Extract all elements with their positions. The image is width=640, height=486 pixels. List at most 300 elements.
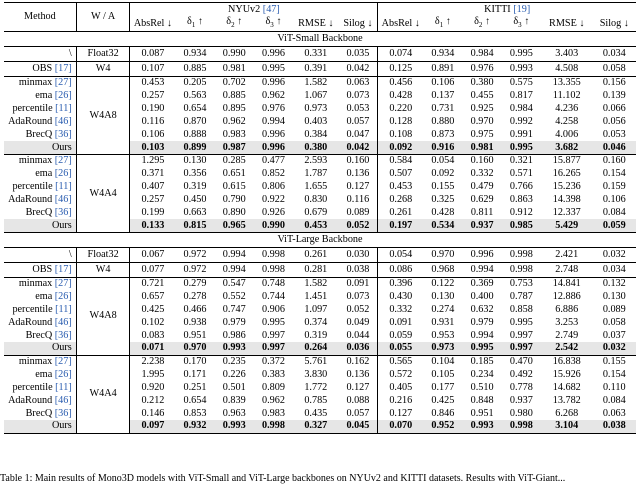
value-cell: 0.453 xyxy=(141,77,165,89)
method-cell: percentile [11] xyxy=(4,103,76,116)
wa-group-cell: W4A4 xyxy=(76,155,130,233)
value-cell: 0.116 xyxy=(141,115,165,127)
value-cell: 0.899 xyxy=(175,141,214,155)
value-cell: 0.257 xyxy=(141,90,165,102)
value-cell: 0.552 xyxy=(222,291,246,303)
value-cell: 0.155 xyxy=(602,356,626,368)
value-cell: 0.470 xyxy=(509,356,533,368)
value-cell: 0.234 xyxy=(470,369,494,381)
wa-cell: W4 xyxy=(76,263,130,278)
value-cell: 0.066 xyxy=(602,103,626,115)
wa-cell: W4 xyxy=(76,62,130,77)
value-cell: 0.953 xyxy=(431,329,455,341)
section-row xyxy=(4,233,636,248)
nyu-metric-5: Silog ↓ xyxy=(339,16,378,32)
value-cell: 0.087 xyxy=(130,47,175,62)
value-cell: 0.403 xyxy=(304,115,328,127)
value-cell: 0.035 xyxy=(339,47,378,62)
value-cell: 0.455 xyxy=(470,90,494,102)
value-cell: 0.507 xyxy=(389,168,413,180)
value-cell: 0.089 xyxy=(339,206,378,219)
value-cell: 0.456 xyxy=(389,77,413,89)
value-cell: 5.761 xyxy=(304,356,328,368)
value-cell: 0.985 xyxy=(502,219,541,233)
results-table xyxy=(4,2,636,434)
method-cell: BrecQ [36] xyxy=(4,128,76,141)
value-cell: 0.038 xyxy=(593,420,636,434)
value-cell: 0.931 xyxy=(431,316,455,328)
value-cell: 0.952 xyxy=(423,420,462,434)
value-cell: 0.332 xyxy=(470,168,494,180)
value-cell: 0.575 xyxy=(509,77,533,89)
value-cell: 0.391 xyxy=(293,62,338,77)
value-cell: 0.995 xyxy=(254,62,293,77)
value-cell: 0.384 xyxy=(304,128,328,140)
table-caption: Table 1: Main results of Mono3D models with ViT-Small and ViT-Large backbones on NYUv2 and KITTI datasets. Results with ViT-Giant... xyxy=(0,473,566,484)
value-cell: 0.103 xyxy=(130,141,175,155)
value-cell: 0.721 xyxy=(141,278,165,290)
value-cell: 0.428 xyxy=(431,206,455,218)
value-cell: 0.405 xyxy=(389,381,413,393)
value-cell: 0.091 xyxy=(339,278,378,291)
value-cell: 0.106 xyxy=(602,193,626,205)
value-cell: 1.451 xyxy=(304,291,328,303)
value-cell: 0.873 xyxy=(431,128,455,140)
value-cell: 14.841 xyxy=(552,278,581,290)
method-cell: OBS [17] xyxy=(4,263,76,278)
value-cell: 0.990 xyxy=(254,219,293,233)
value-cell: 0.430 xyxy=(389,291,413,303)
value-cell: 0.053 xyxy=(602,128,626,140)
value-cell: 0.997 xyxy=(502,342,541,356)
value-cell: 0.197 xyxy=(378,219,423,233)
value-cell: 0.136 xyxy=(339,168,378,181)
value-cell: 0.962 xyxy=(262,90,285,102)
method-cell: AdaRound [46] xyxy=(4,115,76,128)
value-cell: 0.127 xyxy=(339,382,378,395)
nyu-header: NYUv2 [47] xyxy=(130,3,378,17)
value-cell: 0.888 xyxy=(183,128,207,140)
value-cell: 12.886 xyxy=(552,291,581,303)
value-cell: 0.044 xyxy=(339,329,378,342)
value-cell: 0.744 xyxy=(262,291,285,303)
value-cell: 15.236 xyxy=(552,181,581,192)
method-cell: Ours xyxy=(4,342,76,356)
value-cell: 2.748 xyxy=(541,263,593,278)
method-cell: minmax [27] xyxy=(4,355,76,368)
value-cell: 0.654 xyxy=(183,394,207,406)
value-cell: 0.997 xyxy=(509,329,533,341)
value-cell: 0.629 xyxy=(470,193,494,205)
value-cell: 0.261 xyxy=(293,248,338,263)
value-cell: 0.534 xyxy=(423,219,462,233)
value-cell: 0.268 xyxy=(389,193,413,205)
value-cell: 0.102 xyxy=(141,316,165,328)
value-cell: 0.998 xyxy=(502,248,541,263)
value-cell: 0.995 xyxy=(502,141,541,155)
value-cell: 0.327 xyxy=(293,420,338,434)
value-cell: 0.809 xyxy=(262,381,285,393)
value-cell: 0.047 xyxy=(339,128,378,141)
value-cell: 3.104 xyxy=(541,420,593,434)
value-cell: 0.571 xyxy=(509,168,533,180)
value-cell: 0.926 xyxy=(262,206,285,218)
wa-group-cell: W4A8 xyxy=(76,278,130,356)
value-cell: 0.110 xyxy=(603,381,626,393)
value-cell: 2.238 xyxy=(141,356,165,368)
value-cell: 0.067 xyxy=(130,248,175,263)
kitti-header: KITTI [19] xyxy=(378,3,636,17)
value-cell: 0.848 xyxy=(470,394,494,406)
value-cell: 2.593 xyxy=(304,155,328,167)
method-header: Method xyxy=(4,3,76,32)
method-cell: \ xyxy=(4,47,76,62)
value-cell: 0.996 xyxy=(254,47,293,62)
value-cell: 0.171 xyxy=(183,369,207,381)
value-cell: 0.747 xyxy=(222,303,246,315)
value-cell: 0.146 xyxy=(141,407,165,419)
method-cell: BrecQ [36] xyxy=(4,407,76,420)
wa-group-cell: W4A4 xyxy=(76,355,130,433)
value-cell: 0.996 xyxy=(262,128,285,140)
value-cell: 0.922 xyxy=(262,193,285,205)
value-cell: 0.453 xyxy=(389,181,413,192)
value-cell: 0.976 xyxy=(462,62,501,77)
method-cell: Ours xyxy=(4,141,76,155)
float-row xyxy=(4,47,636,62)
method-cell: ema [26] xyxy=(4,168,76,181)
value-cell: 0.371 xyxy=(141,168,165,180)
value-cell: 0.852 xyxy=(262,168,285,180)
value-cell: 0.156 xyxy=(602,77,626,89)
value-cell: 0.107 xyxy=(130,62,175,77)
value-cell: 0.951 xyxy=(183,329,207,341)
value-cell: 0.748 xyxy=(262,278,285,290)
nyu-metric-1: $\delta_1$ ↑ xyxy=(175,16,214,32)
value-cell: 1.582 xyxy=(304,278,328,290)
value-cell: 0.925 xyxy=(470,103,494,115)
value-cell: 0.084 xyxy=(602,206,626,218)
value-cell: 0.492 xyxy=(509,369,533,381)
value-cell: 0.934 xyxy=(423,47,462,62)
method-cell: \ xyxy=(4,248,76,263)
value-cell: 0.086 xyxy=(378,263,423,278)
method-cell: AdaRound [46] xyxy=(4,316,76,329)
value-cell: 0.778 xyxy=(509,381,533,393)
value-cell: 0.916 xyxy=(423,141,462,155)
value-cell: 0.073 xyxy=(339,291,378,304)
value-cell: 0.054 xyxy=(431,155,455,167)
kitti-metric-1: $\delta_1$ ↑ xyxy=(423,16,462,32)
value-cell: 0.996 xyxy=(462,248,501,263)
value-cell: 0.885 xyxy=(175,62,214,77)
value-cell: 0.356 xyxy=(183,168,207,180)
value-cell: 0.912 xyxy=(509,206,533,218)
value-cell: 0.998 xyxy=(502,420,541,434)
value-cell: 0.137 xyxy=(431,90,455,102)
value-cell: 0.274 xyxy=(431,303,455,315)
value-cell: 0.993 xyxy=(215,342,254,356)
value-cell: 2.421 xyxy=(541,248,593,263)
value-cell: 0.702 xyxy=(222,77,246,89)
value-cell: 0.501 xyxy=(222,381,246,393)
value-cell: 0.257 xyxy=(141,193,165,205)
value-cell: 0.815 xyxy=(175,219,214,233)
value-cell: 0.083 xyxy=(141,329,165,341)
value-cell: 0.990 xyxy=(215,47,254,62)
value-cell: 0.972 xyxy=(175,263,214,278)
value-cell: 0.477 xyxy=(262,155,285,167)
value-cell: 0.052 xyxy=(339,304,378,317)
value-cell: 0.992 xyxy=(509,115,533,127)
value-cell: 1.097 xyxy=(304,303,328,315)
table-row xyxy=(4,355,636,368)
value-cell: 0.663 xyxy=(183,206,207,218)
value-cell: 16.838 xyxy=(552,356,581,368)
value-cell: 0.997 xyxy=(262,329,285,341)
value-cell: 0.839 xyxy=(222,394,246,406)
value-cell: 6.268 xyxy=(555,407,579,419)
value-cell: 13.355 xyxy=(552,77,581,89)
value-cell: 0.981 xyxy=(215,62,254,77)
kitti-metric-0: AbsRel ↓ xyxy=(378,16,423,32)
method-cell: Ours xyxy=(4,420,76,434)
value-cell: 4.006 xyxy=(555,128,579,140)
section-title: ViT-Large Backbone xyxy=(4,233,636,248)
value-cell: 0.453 xyxy=(293,219,338,233)
value-cell: 0.885 xyxy=(222,90,246,102)
value-cell: 0.965 xyxy=(215,219,254,233)
value-cell: 0.154 xyxy=(602,168,626,180)
value-cell: 0.679 xyxy=(304,206,328,218)
value-cell: 0.870 xyxy=(183,115,207,127)
value-cell: 0.731 xyxy=(431,103,455,115)
value-cell: 0.970 xyxy=(423,248,462,263)
value-cell: 0.891 xyxy=(423,62,462,77)
value-cell: 0.162 xyxy=(339,355,378,368)
value-cell: 0.088 xyxy=(339,394,378,407)
value-cell: 0.077 xyxy=(130,263,175,278)
value-cell: 0.986 xyxy=(222,329,246,341)
value-cell: 0.042 xyxy=(339,141,378,155)
method-cell: ema [26] xyxy=(4,369,76,382)
value-cell: 0.846 xyxy=(431,407,455,419)
value-cell: 0.127 xyxy=(339,181,378,194)
value-cell: 0.632 xyxy=(470,303,494,315)
value-cell: 0.155 xyxy=(431,181,455,192)
value-cell: 0.934 xyxy=(175,47,214,62)
method-cell: percentile [11] xyxy=(4,181,76,194)
value-cell: 1.295 xyxy=(141,155,165,167)
value-cell: 3.253 xyxy=(555,316,579,328)
value-cell: 0.383 xyxy=(262,369,285,381)
method-cell: BrecQ [36] xyxy=(4,206,76,219)
value-cell: 0.983 xyxy=(262,407,285,419)
value-cell: 0.968 xyxy=(423,263,462,278)
value-cell: 4.258 xyxy=(555,115,579,127)
value-cell: 0.987 xyxy=(215,141,254,155)
value-cell: 0.811 xyxy=(470,206,494,218)
value-cell: 0.984 xyxy=(462,47,501,62)
value-cell: 0.089 xyxy=(602,303,626,315)
value-cell: 0.084 xyxy=(602,394,626,406)
value-cell: 0.615 xyxy=(222,181,246,192)
value-cell: 0.563 xyxy=(183,90,207,102)
method-cell: minmax [27] xyxy=(4,77,76,90)
table-row xyxy=(4,155,636,168)
value-cell: 0.074 xyxy=(378,47,423,62)
value-cell: 0.071 xyxy=(130,342,175,356)
value-cell: 0.380 xyxy=(293,141,338,155)
value-cell: 0.994 xyxy=(462,263,501,278)
value-cell: 0.369 xyxy=(470,278,494,290)
value-cell: 0.993 xyxy=(502,62,541,77)
value-cell: 0.285 xyxy=(222,155,246,167)
value-cell: 0.106 xyxy=(431,77,455,89)
nyu-metric-4: RMSE ↓ xyxy=(293,16,338,32)
value-cell: 0.785 xyxy=(304,394,328,406)
value-cell: 0.034 xyxy=(593,263,636,278)
value-cell: 3.830 xyxy=(304,369,328,381)
value-cell: 0.261 xyxy=(389,206,413,218)
value-cell: 0.994 xyxy=(262,115,285,127)
value-cell: 0.980 xyxy=(509,407,533,419)
method-cell: ema [26] xyxy=(4,291,76,304)
value-cell: 0.584 xyxy=(389,155,413,167)
value-cell: 0.042 xyxy=(339,62,378,77)
section-row xyxy=(4,32,636,47)
wa-group-cell: W4A8 xyxy=(76,77,130,155)
method-cell: AdaRound [46] xyxy=(4,193,76,206)
value-cell: 0.057 xyxy=(339,115,378,128)
value-cell: 0.122 xyxy=(431,278,455,290)
value-cell: 13.782 xyxy=(552,394,581,406)
method-cell: Ours xyxy=(4,219,76,233)
value-cell: 0.136 xyxy=(339,369,378,382)
value-cell: 0.036 xyxy=(339,342,378,356)
value-cell: 0.251 xyxy=(183,381,207,393)
value-cell: 1.772 xyxy=(304,381,328,393)
value-cell: 0.425 xyxy=(141,303,165,315)
value-cell: 0.428 xyxy=(389,90,413,102)
value-cell: 0.106 xyxy=(141,128,165,140)
value-cell: 0.983 xyxy=(222,128,246,140)
value-cell: 0.995 xyxy=(509,316,533,328)
value-cell: 0.963 xyxy=(222,407,246,419)
value-cell: 0.975 xyxy=(470,128,494,140)
value-cell: 16.265 xyxy=(552,168,581,180)
value-cell: 0.034 xyxy=(593,47,636,62)
value-cell: 0.995 xyxy=(462,342,501,356)
value-cell: 0.054 xyxy=(378,248,423,263)
value-cell: 0.216 xyxy=(389,394,413,406)
value-cell: 0.984 xyxy=(509,103,533,115)
value-cell: 0.973 xyxy=(423,342,462,356)
value-cell: 1.655 xyxy=(304,181,328,192)
value-cell: 0.994 xyxy=(470,329,494,341)
value-cell: 0.906 xyxy=(262,303,285,315)
value-cell: 0.993 xyxy=(215,420,254,434)
value-cell: 0.190 xyxy=(141,103,165,115)
value-cell: 0.058 xyxy=(602,316,626,328)
value-cell: 0.052 xyxy=(339,219,378,233)
value-cell: 0.995 xyxy=(262,316,285,328)
value-cell: 0.651 xyxy=(222,168,246,180)
value-cell: 0.053 xyxy=(339,103,378,116)
value-cell: 0.132 xyxy=(602,278,626,290)
value-cell: 0.996 xyxy=(262,77,285,89)
value-cell: 0.199 xyxy=(141,206,165,218)
value-cell: 0.787 xyxy=(509,291,533,303)
value-cell: 0.993 xyxy=(462,420,501,434)
value-cell: 15.877 xyxy=(552,155,581,167)
value-cell: 0.073 xyxy=(339,90,378,103)
value-cell: 14.682 xyxy=(552,381,581,393)
value-cell: 0.435 xyxy=(304,407,328,419)
value-cell: 0.032 xyxy=(593,342,636,356)
value-cell: 0.264 xyxy=(293,342,338,356)
value-cell: 0.159 xyxy=(602,181,626,192)
value-cell: 0.105 xyxy=(431,369,455,381)
wa-header: W / A xyxy=(76,3,130,32)
value-cell: 0.092 xyxy=(378,141,423,155)
value-cell: 12.337 xyxy=(552,206,581,218)
value-cell: 1.787 xyxy=(304,168,328,180)
value-cell: 0.466 xyxy=(183,303,207,315)
value-cell: 0.104 xyxy=(431,356,455,368)
value-cell: 0.325 xyxy=(431,193,455,205)
nyu-metric-3: $\delta_3$ ↑ xyxy=(254,16,293,32)
value-cell: 0.372 xyxy=(262,356,285,368)
value-cell: 0.951 xyxy=(470,407,494,419)
value-cell: 0.976 xyxy=(262,103,285,115)
method-cell: ema [26] xyxy=(4,90,76,103)
value-cell: 0.895 xyxy=(222,103,246,115)
value-cell: 0.332 xyxy=(389,303,413,315)
value-cell: 3.403 xyxy=(541,47,593,62)
value-cell: 0.572 xyxy=(389,369,413,381)
value-cell: 0.130 xyxy=(602,291,626,303)
value-cell: 0.160 xyxy=(470,155,494,167)
value-cell: 0.962 xyxy=(222,115,246,127)
value-cell: 0.037 xyxy=(602,329,626,341)
value-cell: 0.130 xyxy=(183,155,207,167)
value-cell: 0.057 xyxy=(339,407,378,420)
value-cell: 0.319 xyxy=(304,329,328,341)
value-cell: 0.133 xyxy=(130,219,175,233)
value-cell: 0.979 xyxy=(470,316,494,328)
value-cell: 0.070 xyxy=(378,420,423,434)
value-cell: 1.067 xyxy=(304,90,328,102)
value-cell: 5.429 xyxy=(541,219,593,233)
nyu-metric-2: $\delta_2$ ↑ xyxy=(215,16,254,32)
value-cell: 11.102 xyxy=(552,90,581,102)
value-cell: 0.278 xyxy=(183,291,207,303)
kitti-metric-4: RMSE ↓ xyxy=(541,16,593,32)
kitti-metric-3: $\delta_3$ ↑ xyxy=(502,16,541,32)
kitti-metric-2: $\delta_2$ ↑ xyxy=(462,16,501,32)
value-cell: 0.063 xyxy=(339,77,378,90)
value-cell: 0.185 xyxy=(470,356,494,368)
value-cell: 0.450 xyxy=(183,193,207,205)
float-row xyxy=(4,248,636,263)
value-cell: 0.056 xyxy=(602,115,626,127)
value-cell: 0.319 xyxy=(183,181,207,192)
value-cell: 0.235 xyxy=(222,356,246,368)
value-cell: 0.970 xyxy=(470,115,494,127)
value-cell: 0.212 xyxy=(141,394,165,406)
value-cell: 0.510 xyxy=(470,381,494,393)
